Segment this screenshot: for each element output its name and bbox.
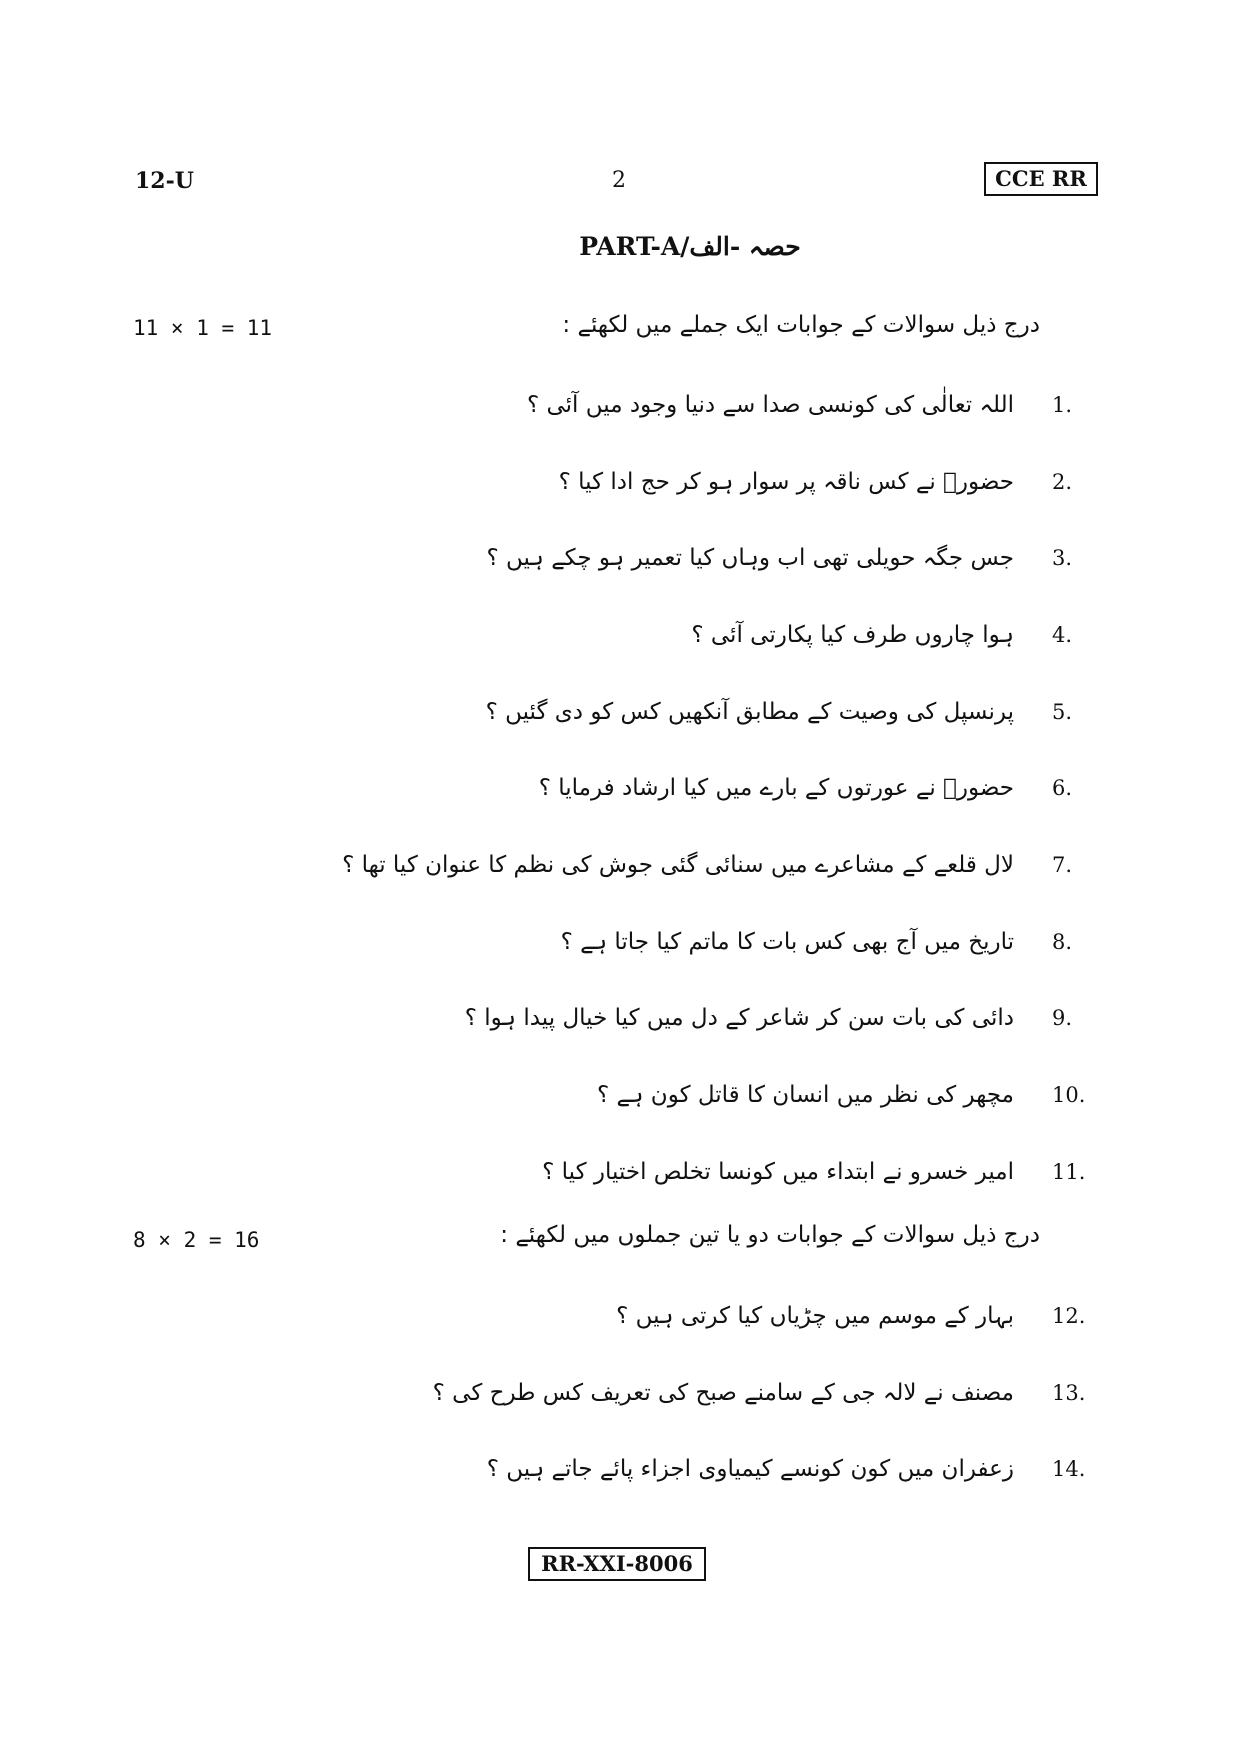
section1-instruction: درج ذیل سوالات کے جوابات ایک جملے میں لکھئے : [562,312,1040,338]
question-row [527,385,1100,425]
question-row [561,922,1100,962]
paper-code: 12-U [135,168,194,194]
question-row [487,1449,1100,1489]
question-text: بہار کے موسم میں چڑیاں کیا کرتی ہیں ؟ [616,1303,1014,1329]
question-number: 3. [1052,546,1073,570]
page-number: 2 [612,168,626,193]
question-text: مصنف نے لالہ جی کے سامنے صبح کی تعریف کس طرح کی ؟ [432,1380,1014,1406]
section1-marks: 11 × 1 = 11 [133,316,273,340]
section2-marks: 8 × 2 = 16 [133,1228,260,1252]
question-row [486,692,1100,732]
question-number: 13. [1052,1381,1086,1405]
question-row [691,615,1100,655]
exam-tag-box: CCE RR [984,162,1098,196]
question-number: 10. [1052,1083,1086,1107]
question-text: پرنسپل کی وصیت کے مطابق آنکھیں کس کو دی گئیں ؟ [485,699,1014,725]
question-number: 5. [1052,700,1073,724]
question-row [342,845,1100,885]
question-text: دائی کی بات سن کر شاعر کے دل میں کیا خیال پیدا ہوا ؟ [464,1005,1014,1031]
question-text: جس جگہ حویلی تھی اب وہاں کیا تعمیر ہو چکے ہیں ؟ [486,545,1014,571]
question-text: حضورؐ نے عورتوں کے بارے میں کیا ارشاد فرمایا ؟ [538,775,1014,801]
question-row [433,1373,1100,1413]
question-row [486,538,1100,578]
section2-instruction: درج ذیل سوالات کے جوابات دو یا تین جملوں میں لکھئے : [500,1222,1040,1248]
question-number: 2. [1052,470,1073,494]
question-row [465,998,1100,1038]
question-row [597,1075,1100,1115]
question-row [559,462,1100,502]
question-number: 12. [1052,1304,1086,1328]
question-text: امیر خسرو نے ابتداء میں کونسا تخلص اختیار کیا ؟ [542,1159,1014,1185]
question-number: 11. [1052,1160,1086,1184]
question-number: 1. [1052,393,1073,417]
question-text: اللہ تعالٰی کی کونسی صدا سے دنیا وجود میں آئی ؟ [526,392,1014,418]
question-text: حضورؐ نے کس ناقہ پر سوار ہو کر حج ادا کیا ؟ [558,469,1014,495]
question-number: 8. [1052,930,1073,954]
question-number: 7. [1052,853,1073,877]
footer-code-box: RR-XXI-8006 [528,1547,706,1581]
question-number: 9. [1052,1006,1073,1030]
question-row [542,1152,1100,1192]
question-text: ہوا چاروں طرف کیا پکارتی آئی ؟ [691,622,1014,648]
question-text: مچھر کی نظر میں انسان کا قاتل کون ہے ؟ [597,1082,1014,1108]
question-number: 4. [1052,623,1073,647]
question-row [539,768,1100,808]
question-number: 14. [1052,1457,1086,1481]
part-title: PART-A/حصہ -الف [579,232,801,261]
question-text: زعفران میں کون کونسے کیمیاوی اجزاء پائے جاتے ہیں ؟ [486,1456,1014,1482]
question-row [616,1296,1100,1336]
question-number: 6. [1052,776,1073,800]
question-text: تاریخ میں آج بھی کس بات کا ماتم کیا جاتا ہے ؟ [560,929,1014,955]
question-text: لال قلعے کے مشاعرے میں سنائی گئی جوش کی نظم کا عنوان کیا تھا ؟ [342,852,1014,878]
